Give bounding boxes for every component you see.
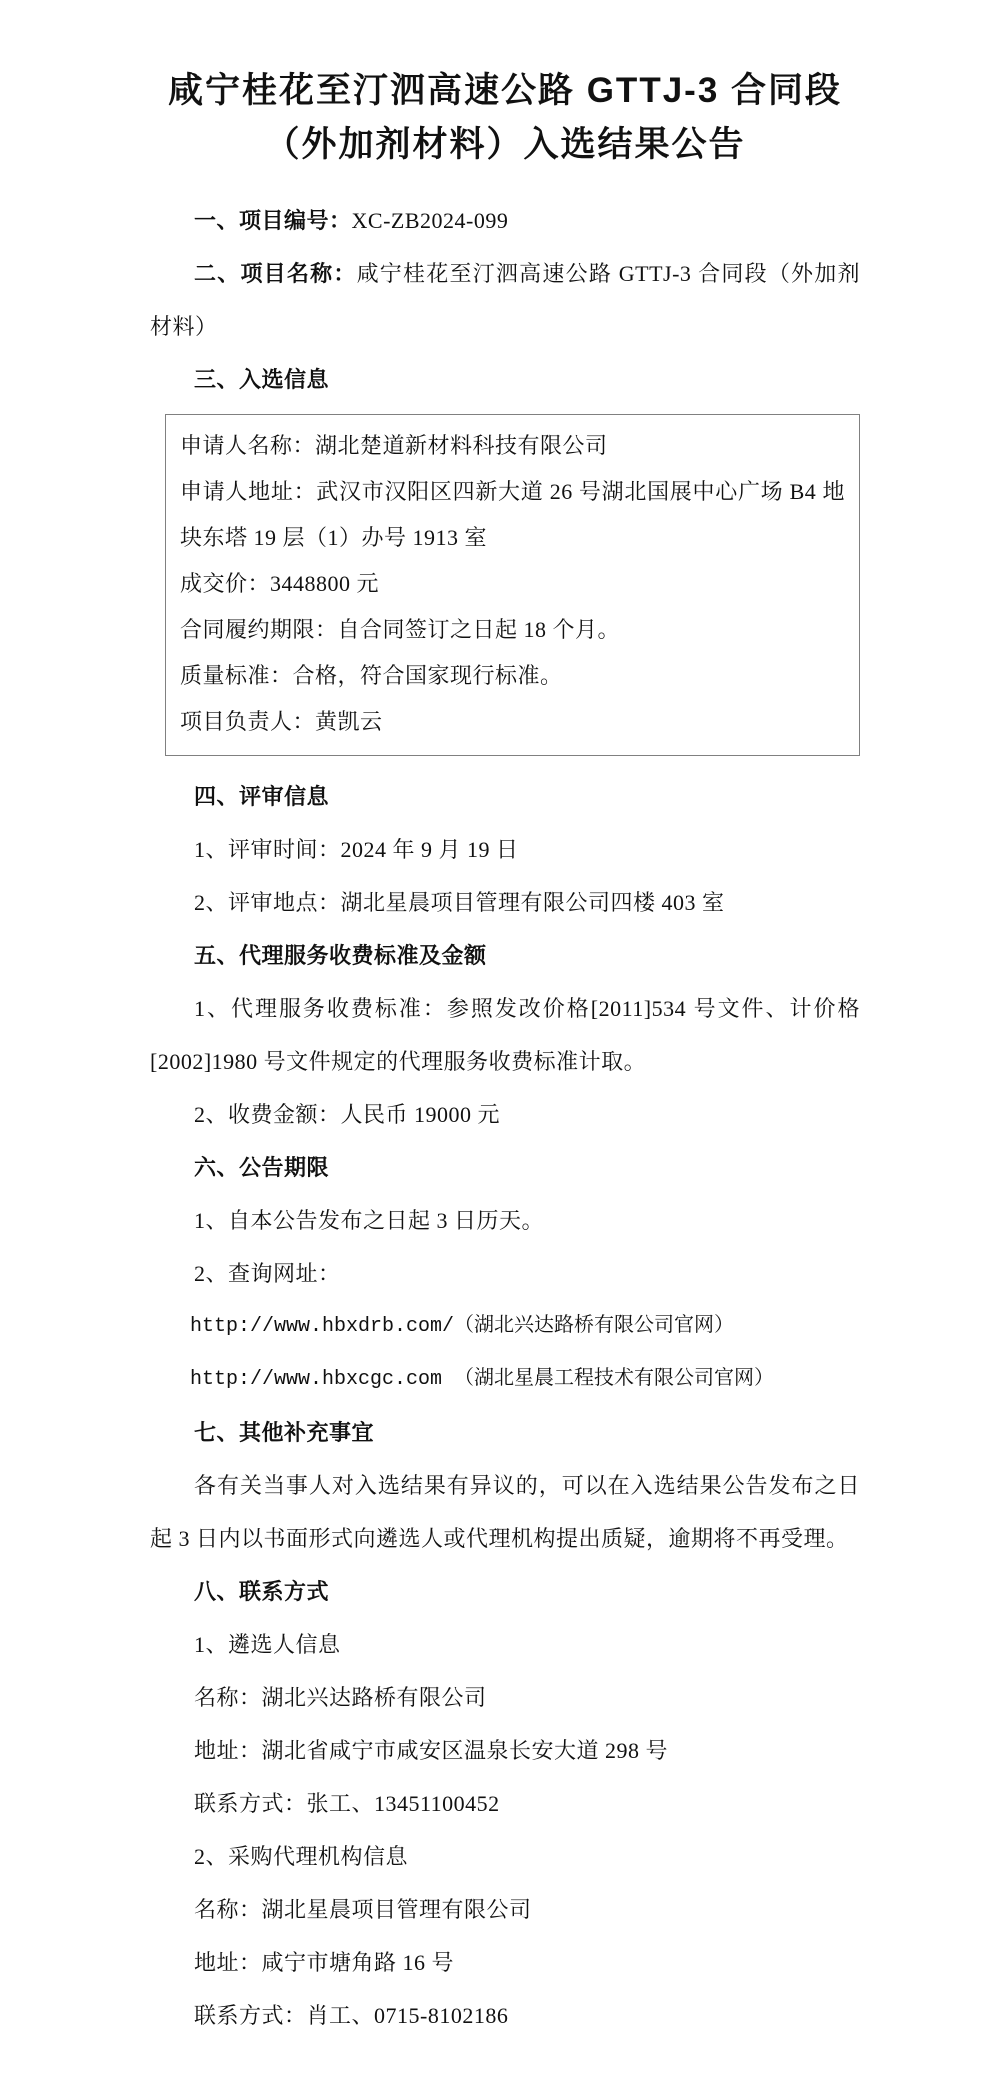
deal-price-row: 成交价：3448800 元 bbox=[180, 571, 380, 596]
agency-fee-amount-line: 2、收费金额：人民币 19000 元 bbox=[194, 1102, 501, 1127]
applicant-address-row: 申请人地址：武汉市汉阳区四新大道 26 号湖北国展中心广场 B4 地块东塔 19 层（1）办号 1913 室 bbox=[180, 479, 845, 550]
agency-info-heading: 2、采购代理机构信息 bbox=[194, 1844, 409, 1869]
section-heading-notice-period: 六、公告期限 bbox=[194, 1155, 330, 1180]
selector-info-heading: 1、遴选人信息 bbox=[194, 1632, 341, 1657]
project-name-line bbox=[150, 247, 860, 353]
agency-address-line: 地址：咸宁市塘角路 16 号 bbox=[194, 1950, 455, 1975]
agency-name-line: 名称：湖北星晨项目管理有限公司 bbox=[194, 1897, 532, 1922]
project-number-label: 一、项目编号： bbox=[194, 208, 352, 233]
query-url-xingda: http://www.hbxdrb.com/（湖北兴达路桥有限公司官网） bbox=[190, 1315, 735, 1338]
contract-period-row: 合同履约期限：自合同签订之日起 18 个月。 bbox=[180, 617, 621, 642]
selector-address-line: 地址：湖北省咸宁市咸安区温泉长安大道 298 号 bbox=[194, 1738, 669, 1763]
project-manager-row: 项目负责人：黄凯云 bbox=[180, 709, 383, 734]
review-place-line: 2、评审地点：湖北星晨项目管理有限公司四楼 403 室 bbox=[194, 890, 725, 915]
document-title-line2: （外加剂材料）入选结果公告 bbox=[264, 125, 746, 164]
section-heading-other-matters: 七、其他补充事宜 bbox=[194, 1420, 375, 1445]
query-url-label-line: 2、查询网址： bbox=[194, 1261, 341, 1286]
objection-paragraph: 各有关当事人对入选结果有异议的，可以在入选结果公告发布之日起 3 日内以书面形式向遴选人或代理机构提出质疑，逾期将不再受理。 bbox=[150, 1473, 860, 1551]
quality-standard-row: 质量标准：合格，符合国家现行标准。 bbox=[180, 663, 563, 688]
agency-fee-standard-line: 1、代理服务收费标准：参照发改价格[2011]534 号文件、计价格[2002]1980 号文件规定的代理服务收费标准计取。 bbox=[150, 996, 860, 1074]
document-title-line1: 咸宁桂花至汀泗高速公路 GTTJ-3 合同段 bbox=[167, 71, 843, 110]
selector-contact-line: 联系方式：张工、13451100452 bbox=[194, 1791, 500, 1816]
project-name-value: 咸宁桂花至汀泗高速公路 GTTJ-3 合同段（外加剂材料） bbox=[150, 261, 860, 339]
section-heading-contacts: 八、联系方式 bbox=[194, 1579, 330, 1604]
project-name-label: 二、项目名称： bbox=[194, 261, 357, 286]
project-number-value: XC-ZB2024-099 bbox=[351, 208, 509, 233]
review-time-line: 1、评审时间：2024 年 9 月 19 日 bbox=[194, 837, 519, 862]
notice-duration-line: 1、自本公告发布之日起 3 日历天。 bbox=[194, 1208, 545, 1233]
query-url-xingchen: http://www.hbxcgc.com （湖北星晨工程技术有限公司官网） bbox=[190, 1368, 775, 1391]
applicant-name-row: 申请人名称：湖北楚道新材料科技有限公司 bbox=[180, 433, 608, 458]
section-heading-selection-info: 三、入选信息 bbox=[194, 367, 330, 392]
selection-info-table bbox=[165, 414, 860, 756]
agency-contact-line: 联系方式：肖工、0715-8102186 bbox=[194, 2003, 509, 2028]
selector-name-line: 名称：湖北兴达路桥有限公司 bbox=[194, 1685, 487, 1710]
section-heading-agency-fee: 五、代理服务收费标准及金额 bbox=[194, 943, 487, 968]
document-title bbox=[150, 64, 860, 172]
project-number-line bbox=[150, 194, 860, 247]
section-heading-review-info: 四、评审信息 bbox=[194, 784, 330, 809]
